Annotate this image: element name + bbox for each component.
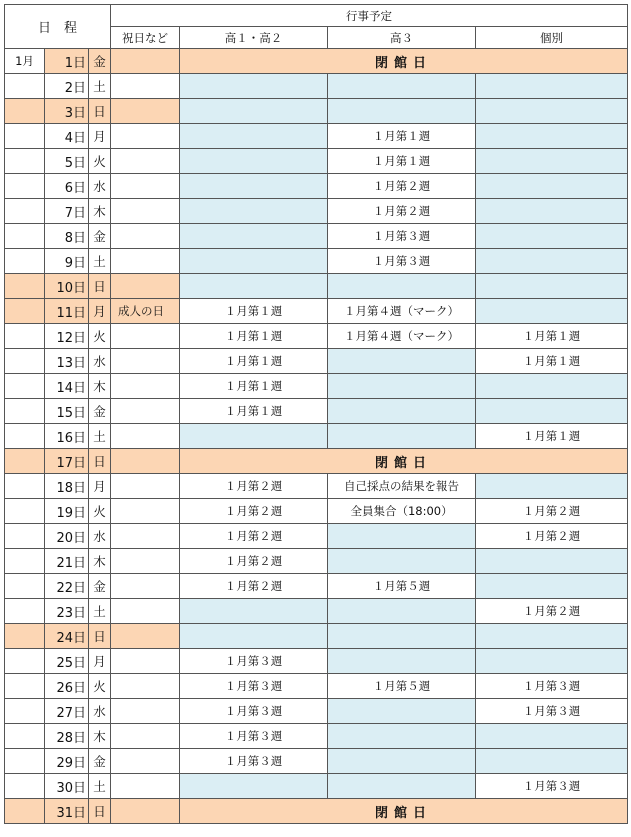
month-cell (5, 124, 45, 149)
weekday-cell: 土 (89, 774, 111, 799)
month-cell (5, 799, 45, 824)
grade3-event-cell (328, 524, 476, 549)
individual-event-cell (476, 374, 628, 399)
closed-day-cell: 閉館日 (180, 799, 628, 824)
month-cell (5, 524, 45, 549)
holiday-cell (111, 674, 180, 699)
month-cell (5, 174, 45, 199)
grade3-event-cell (328, 274, 476, 299)
grade12-event-cell (180, 149, 328, 174)
month-cell (5, 624, 45, 649)
month-cell (5, 649, 45, 674)
grade3-event-cell (328, 724, 476, 749)
day-cell: 8日 (45, 224, 89, 249)
grade3-event-cell (328, 99, 476, 124)
holiday-cell (111, 74, 180, 99)
month-cell (5, 424, 45, 449)
grade3-event-cell: １月第２週 (328, 174, 476, 199)
table-row (5, 199, 628, 224)
holiday-cell (111, 399, 180, 424)
weekday-cell: 金 (89, 574, 111, 599)
grade12-event-cell: １月第１週 (180, 299, 328, 324)
holiday-cell (111, 599, 180, 624)
table-row (5, 624, 628, 649)
grade12-event-cell (180, 199, 328, 224)
day-cell: 15日 (45, 399, 89, 424)
weekday-cell: 金 (89, 399, 111, 424)
grade12-column-header: 高１・高２ (180, 27, 328, 49)
weekday-cell: 土 (89, 599, 111, 624)
month-cell (5, 674, 45, 699)
grade12-event-cell: １月第１週 (180, 324, 328, 349)
individual-event-cell: １月第３週 (476, 774, 628, 799)
individual-column-header: 個別 (476, 27, 628, 49)
holiday-cell (111, 624, 180, 649)
weekday-cell: 火 (89, 324, 111, 349)
grade12-event-cell (180, 599, 328, 624)
holiday-cell (111, 724, 180, 749)
holiday-cell (111, 574, 180, 599)
day-cell: 31日 (45, 799, 89, 824)
month-cell (5, 199, 45, 224)
month-cell (5, 749, 45, 774)
individual-event-cell (476, 574, 628, 599)
weekday-cell: 月 (89, 649, 111, 674)
holiday-cell (111, 799, 180, 824)
events-header: 行事予定 (111, 5, 628, 27)
holiday-cell (111, 374, 180, 399)
grade12-event-cell (180, 74, 328, 99)
grade3-event-cell: １月第３週 (328, 224, 476, 249)
month-cell (5, 249, 45, 274)
individual-event-cell: １月第２週 (476, 499, 628, 524)
weekday-cell: 木 (89, 549, 111, 574)
month-cell (5, 774, 45, 799)
day-cell: 7日 (45, 199, 89, 224)
weekday-cell: 日 (89, 449, 111, 474)
month-cell (5, 274, 45, 299)
individual-event-cell (476, 99, 628, 124)
holiday-cell (111, 249, 180, 274)
holiday-cell (111, 549, 180, 574)
weekday-cell: 月 (89, 299, 111, 324)
holiday-cell (111, 449, 180, 474)
table-row (5, 449, 628, 474)
individual-event-cell (476, 249, 628, 274)
day-cell: 25日 (45, 649, 89, 674)
day-cell: 27日 (45, 699, 89, 724)
grade12-event-cell (180, 224, 328, 249)
day-cell: 13日 (45, 349, 89, 374)
table-row (5, 274, 628, 299)
weekday-cell: 日 (89, 624, 111, 649)
grade3-event-cell (328, 599, 476, 624)
closed-day-cell: 閉館日 (180, 449, 628, 474)
holiday-cell (111, 349, 180, 374)
holiday-cell (111, 424, 180, 449)
table-row (5, 599, 628, 624)
individual-event-cell (476, 624, 628, 649)
holiday-cell (111, 49, 180, 74)
grade3-event-cell: １月第５週 (328, 674, 476, 699)
holiday-cell (111, 199, 180, 224)
holiday-cell (111, 99, 180, 124)
table-row (5, 224, 628, 249)
day-cell: 26日 (45, 674, 89, 699)
weekday-cell: 水 (89, 524, 111, 549)
grade3-event-cell (328, 424, 476, 449)
grade12-event-cell: １月第２週 (180, 499, 328, 524)
holiday-column-header: 祝日など (111, 27, 180, 49)
individual-event-cell: １月第２週 (476, 524, 628, 549)
individual-event-cell (476, 399, 628, 424)
holiday-cell (111, 174, 180, 199)
individual-event-cell (476, 174, 628, 199)
grade12-event-cell (180, 174, 328, 199)
grade3-event-cell (328, 549, 476, 574)
grade3-event-cell: １月第１週 (328, 149, 476, 174)
month-cell (5, 599, 45, 624)
day-cell: 20日 (45, 524, 89, 549)
month-cell (5, 149, 45, 174)
grade3-column-header: 高３ (328, 27, 476, 49)
grade3-event-cell (328, 349, 476, 374)
table-row (5, 74, 628, 99)
individual-event-cell: １月第１週 (476, 349, 628, 374)
day-cell: 22日 (45, 574, 89, 599)
weekday-cell: 金 (89, 49, 111, 74)
holiday-cell (111, 649, 180, 674)
table-row (5, 49, 628, 74)
table-row (5, 524, 628, 549)
individual-event-cell: １月第１週 (476, 424, 628, 449)
individual-event-cell (476, 649, 628, 674)
weekday-cell: 火 (89, 499, 111, 524)
grade12-event-cell: １月第２週 (180, 574, 328, 599)
individual-event-cell: １月第３週 (476, 699, 628, 724)
day-cell: 30日 (45, 774, 89, 799)
individual-event-cell (476, 724, 628, 749)
table-row (5, 424, 628, 449)
day-cell: 28日 (45, 724, 89, 749)
day-cell: 29日 (45, 749, 89, 774)
grade3-event-cell: １月第５週 (328, 574, 476, 599)
schedule-table (4, 4, 628, 824)
table-row (5, 149, 628, 174)
grade3-event-cell: １月第２週 (328, 199, 476, 224)
holiday-cell (111, 324, 180, 349)
table-row (5, 749, 628, 774)
weekday-cell: 木 (89, 374, 111, 399)
day-cell: 21日 (45, 549, 89, 574)
month-cell (5, 374, 45, 399)
grade12-event-cell: １月第３週 (180, 649, 328, 674)
weekday-cell: 水 (89, 349, 111, 374)
grade12-event-cell (180, 624, 328, 649)
individual-event-cell: １月第１週 (476, 324, 628, 349)
holiday-cell (111, 774, 180, 799)
holiday-cell (111, 474, 180, 499)
month-cell (5, 99, 45, 124)
day-cell: 14日 (45, 374, 89, 399)
weekday-cell: 土 (89, 74, 111, 99)
individual-event-cell (476, 199, 628, 224)
month-cell (5, 324, 45, 349)
grade12-event-cell: １月第３週 (180, 749, 328, 774)
individual-event-cell (476, 749, 628, 774)
day-cell: 2日 (45, 74, 89, 99)
month-cell (5, 74, 45, 99)
individual-event-cell (476, 149, 628, 174)
individual-event-cell: １月第３週 (476, 674, 628, 699)
day-cell: 17日 (45, 449, 89, 474)
grade12-event-cell (180, 124, 328, 149)
grade12-event-cell (180, 424, 328, 449)
individual-event-cell: １月第２週 (476, 599, 628, 624)
day-cell: 4日 (45, 124, 89, 149)
weekday-cell: 水 (89, 699, 111, 724)
month-cell (5, 549, 45, 574)
individual-event-cell (476, 274, 628, 299)
table-row (5, 499, 628, 524)
grade3-event-cell: １月第４週（マーク） (328, 299, 476, 324)
grade3-event-cell: 自己採点の結果を報告 (328, 474, 476, 499)
weekday-cell: 木 (89, 199, 111, 224)
holiday-cell (111, 274, 180, 299)
month-cell (5, 224, 45, 249)
grade3-event-cell (328, 624, 476, 649)
grade12-event-cell (180, 249, 328, 274)
table-row (5, 699, 628, 724)
holiday-cell (111, 499, 180, 524)
holiday-cell (111, 124, 180, 149)
grade12-event-cell: １月第１週 (180, 374, 328, 399)
holiday-cell (111, 224, 180, 249)
holiday-cell (111, 699, 180, 724)
grade3-event-cell: １月第４週（マーク） (328, 324, 476, 349)
grade3-event-cell: １月第３週 (328, 249, 476, 274)
month-cell (5, 499, 45, 524)
grade3-event-cell (328, 749, 476, 774)
table-row (5, 474, 628, 499)
table-row (5, 374, 628, 399)
grade12-event-cell (180, 99, 328, 124)
grade12-event-cell: １月第３週 (180, 699, 328, 724)
grade12-event-cell: １月第３週 (180, 674, 328, 699)
day-cell: 3日 (45, 99, 89, 124)
table-row (5, 124, 628, 149)
grade3-event-cell (328, 649, 476, 674)
day-cell: 19日 (45, 499, 89, 524)
day-cell: 6日 (45, 174, 89, 199)
grade12-event-cell: １月第２週 (180, 474, 328, 499)
table-row (5, 174, 628, 199)
weekday-cell: 金 (89, 224, 111, 249)
table-row (5, 799, 628, 824)
day-cell: 11日 (45, 299, 89, 324)
table-row (5, 324, 628, 349)
grade12-event-cell: １月第２週 (180, 524, 328, 549)
weekday-cell: 火 (89, 149, 111, 174)
weekday-cell: 火 (89, 674, 111, 699)
grade12-event-cell: １月第１週 (180, 399, 328, 424)
grade12-event-cell: １月第２週 (180, 549, 328, 574)
individual-event-cell (476, 224, 628, 249)
table-row (5, 674, 628, 699)
table-row (5, 724, 628, 749)
month-cell (5, 299, 45, 324)
day-cell: 12日 (45, 324, 89, 349)
individual-event-cell (476, 549, 628, 574)
month-cell (5, 449, 45, 474)
table-row (5, 774, 628, 799)
grade3-event-cell (328, 399, 476, 424)
individual-event-cell (476, 299, 628, 324)
holiday-cell (111, 749, 180, 774)
weekday-cell: 日 (89, 274, 111, 299)
day-cell: 18日 (45, 474, 89, 499)
holiday-cell: 成人の日 (111, 299, 180, 324)
day-cell: 9日 (45, 249, 89, 274)
weekday-cell: 月 (89, 474, 111, 499)
schedule-header: 日 程 (5, 5, 111, 49)
individual-event-cell (476, 474, 628, 499)
weekday-cell: 月 (89, 124, 111, 149)
month-cell: 1月 (5, 49, 45, 74)
weekday-cell: 土 (89, 249, 111, 274)
table-row (5, 649, 628, 674)
table-row (5, 99, 628, 124)
day-cell: 5日 (45, 149, 89, 174)
grade3-event-cell: １月第１週 (328, 124, 476, 149)
grade12-event-cell: １月第３週 (180, 724, 328, 749)
grade3-event-cell (328, 774, 476, 799)
individual-event-cell (476, 124, 628, 149)
weekday-cell: 日 (89, 799, 111, 824)
table-row (5, 299, 628, 324)
table-row (5, 549, 628, 574)
month-cell (5, 699, 45, 724)
grade12-event-cell (180, 774, 328, 799)
day-cell: 10日 (45, 274, 89, 299)
weekday-cell: 金 (89, 749, 111, 774)
day-cell: 24日 (45, 624, 89, 649)
weekday-cell: 日 (89, 99, 111, 124)
month-cell (5, 724, 45, 749)
grade3-event-cell (328, 374, 476, 399)
month-cell (5, 474, 45, 499)
day-cell: 16日 (45, 424, 89, 449)
table-row (5, 574, 628, 599)
month-cell (5, 399, 45, 424)
holiday-cell (111, 149, 180, 174)
grade3-event-cell (328, 699, 476, 724)
grade12-event-cell: １月第１週 (180, 349, 328, 374)
grade3-event-cell: 全員集合（18:00） (328, 499, 476, 524)
weekday-cell: 木 (89, 724, 111, 749)
grade3-event-cell (328, 74, 476, 99)
day-cell: 23日 (45, 599, 89, 624)
table-row (5, 399, 628, 424)
table-row (5, 349, 628, 374)
month-cell (5, 349, 45, 374)
closed-day-cell: 閉館日 (180, 49, 628, 74)
individual-event-cell (476, 74, 628, 99)
weekday-cell: 土 (89, 424, 111, 449)
table-row (5, 249, 628, 274)
grade12-event-cell (180, 274, 328, 299)
month-cell (5, 574, 45, 599)
day-cell: 1日 (45, 49, 89, 74)
holiday-cell (111, 524, 180, 549)
weekday-cell: 水 (89, 174, 111, 199)
